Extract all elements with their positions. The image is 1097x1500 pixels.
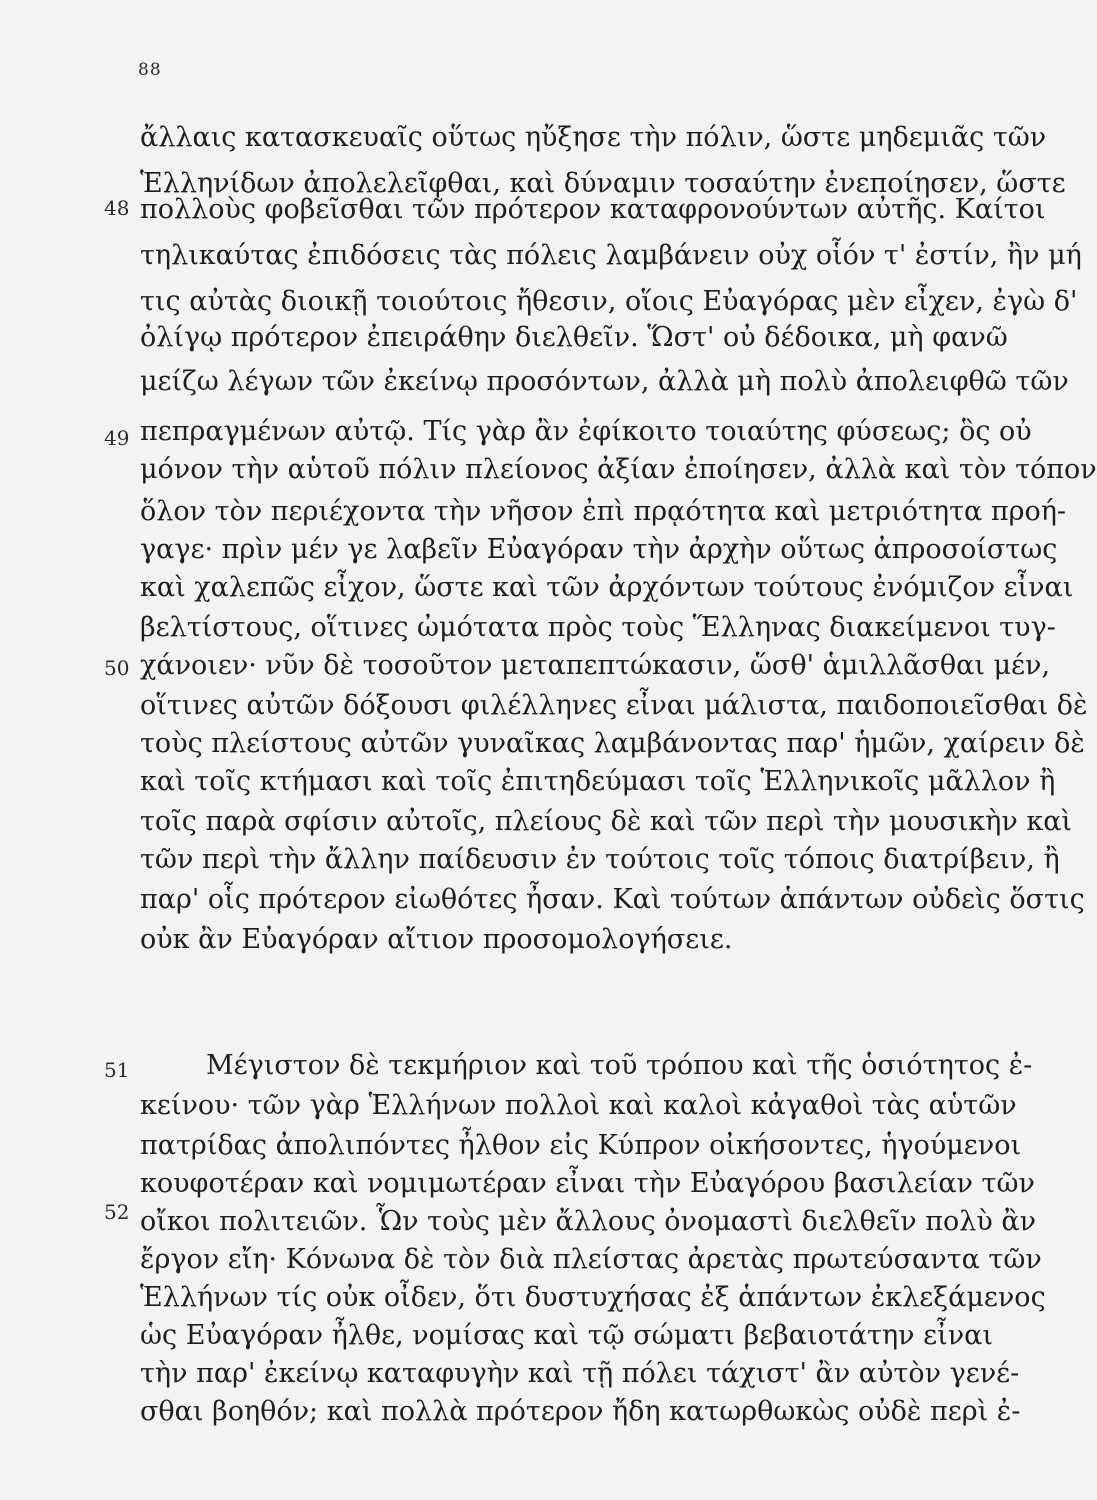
text-line: βελτίστους, οἵτινες ὠμότατα πρὸς τοὺς Ἕλληνας διακείμενοι τυγ- xyxy=(140,612,1056,643)
text-line: κουφοτέραν καὶ νομιμωτέραν εἶναι τὴν Εὐαγόρου βασιλείαν τῶν xyxy=(140,1168,1035,1199)
page-number: 88 xyxy=(138,60,162,80)
section-number-50: 50 xyxy=(104,656,130,680)
text-line: τοῖς παρὰ σφίσιν αὐτοῖς, πλείους δὲ καὶ τῶν περὶ τὴν μουσικὴν καὶ xyxy=(140,806,1073,837)
text-line: καὶ χαλεπῶς εἶχον, ὥστε καὶ τῶν ἀρχόντων τούτους ἐνόμιζον εἶναι xyxy=(140,572,1074,603)
text-line: ὅλον τὸν περιέχοντα τὴν νῆσον ἐπὶ πρᾳότητα καὶ μετριότητα προή- xyxy=(140,496,1067,527)
text-line: γαγε· πρὶν μέν γε λαβεῖν Εὐαγόραν τὴν ἀρχὴν οὕτως ἀπροσοίστως xyxy=(140,534,1058,565)
text-line: καὶ τοῖς κτήμασι καὶ τοῖς ἐπιτηδεύμασι τοῖς Ἑλληνικοῖς μᾶλλον ἢ xyxy=(140,766,1056,797)
text-line: σθαι βοηθόν; καὶ πολλὰ πρότερον ἤδη κατωρθωκὼς οὐδὲ περὶ ἐ- xyxy=(140,1396,1021,1427)
text-line: κείνου· τῶν γὰρ Ἑλλήνων πολλοὶ καὶ καλοὶ κἀγαθοὶ τὰς αὑτῶν xyxy=(140,1090,1017,1121)
section-number-52: 52 xyxy=(104,1200,130,1224)
text-line: Ἑλλήνων τίς οὐκ οἶδεν, ὅτι δυστυχήσας ἐξ ἁπάντων ἐκλεξάμενος xyxy=(140,1282,1046,1313)
text-line: πολλοὺς φοβεῖσθαι τῶν πρότερον καταφρονούντων αὐτῆς. Καίτοι xyxy=(140,194,1046,225)
text-line: πατρίδας ἀπολιπόντες ἦλθον εἰς Κύπρον οἰκήσοντες, ἡγούμενοι xyxy=(140,1130,1022,1161)
text-line: οἴκοι πολιτειῶν. Ὧν τοὺς μὲν ἄλλους ὀνομαστὶ διελθεῖν πολὺ ἂν xyxy=(140,1206,1037,1237)
text-line: τῶν περὶ τὴν ἄλλην παίδευσιν ἐν τούτοις τοῖς τόποις διατρίβειν, ἢ xyxy=(140,844,1060,875)
text-line: χάνοιεν· νῦν δὲ τοσοῦτον μεταπεπτώκασιν, ὥσθ' ἁμιλλᾶσθαι μέν, xyxy=(140,650,1051,681)
text-line: τις αὐτὰς διοικῇ τοιούτοις ἤθεσιν, οἵοις Εὐαγόρας μὲν εἶχεν, ἐγὼ δ' xyxy=(140,286,1078,317)
text-line: ὡς Εὐαγόραν ἦλθε, νομίσας καὶ τῷ σώματι βεβαιοτάτην εἶναι xyxy=(140,1320,993,1351)
text-line: οὐκ ἂν Εὐαγόραν αἴτιον προσομολογήσειε. xyxy=(140,924,733,955)
text-line: ἔργον εἴη· Κόνωνα δὲ τὸν διὰ πλείστας ἀρετὰς πρωτεύσαντα τῶν xyxy=(140,1244,1042,1275)
text-line xyxy=(140,1432,990,1472)
text-line: μόνον τὴν αὑτοῦ πόλιν πλείονος ἀξίαν ἐποίησεν, ἀλλὰ καὶ τὸν τόπον xyxy=(140,454,1097,485)
text-line: παρ' οἷς πρότερον εἰωθότες ἦσαν. Καὶ τούτων ἁπάντων οὐδεὶς ὅστις xyxy=(140,884,1085,915)
text-line: τηλικαύτας ἐπιδόσεις τὰς πόλεις λαμβάνειν οὐχ οἷόν τ' ἐστίν, ἢν μή xyxy=(140,240,1082,271)
text-line: τοὺς πλείστους αὐτῶν γυναῖκας λαμβάνοντας παρ' ἡμῶν, χαίρειν δὲ xyxy=(140,728,1085,759)
text-line: Μέγιστον δὲ τεκμήριον καὶ τοῦ τρόπου καὶ τῆς ὁσιότητος ἐ- xyxy=(206,1050,1033,1081)
text-line: Ἑλληνίδων ἀπολελεῖφθαι, καὶ δύναμιν τοσαύτην ἐνεποίησεν, ὥστε xyxy=(140,168,1066,199)
text-line: πεπραγμένων αὐτῷ. Τίς γὰρ ἂν ἐφίκοιτο τοιαύτης φύσεως; ὃς οὐ xyxy=(140,416,1032,447)
text-line: μείζω λέγων τῶν ἐκείνῳ προσόντων, ἀλλὰ μὴ πολὺ ἀπολειφθῶ τῶν xyxy=(140,366,1069,397)
section-number-49: 49 xyxy=(104,426,130,450)
text-line: οἵτινες αὐτῶν δόξουσι φιλέλληνες εἶναι μάλιστα, παιδοποιεῖσθαι δὲ xyxy=(140,690,1088,721)
text-line: τὴν παρ' ἐκείνῳ καταφυγὴν καὶ τῇ πόλει τάχιστ' ἂν αὐτὸν γενέ- xyxy=(140,1358,1020,1389)
text-line: ἄλλαις κατασκευαῖς οὕτως ηὔξησε τὴν πόλιν, ὥστε μηδεμιᾶς τῶν xyxy=(140,122,1047,153)
text-line: ὀλίγῳ πρότερον ἐπειράθην διελθεῖν. Ὥστ' οὐ δέδοικα, μὴ φανῶ xyxy=(140,322,1008,353)
section-number-51: 51 xyxy=(104,1058,130,1082)
section-number-48: 48 xyxy=(104,196,130,220)
